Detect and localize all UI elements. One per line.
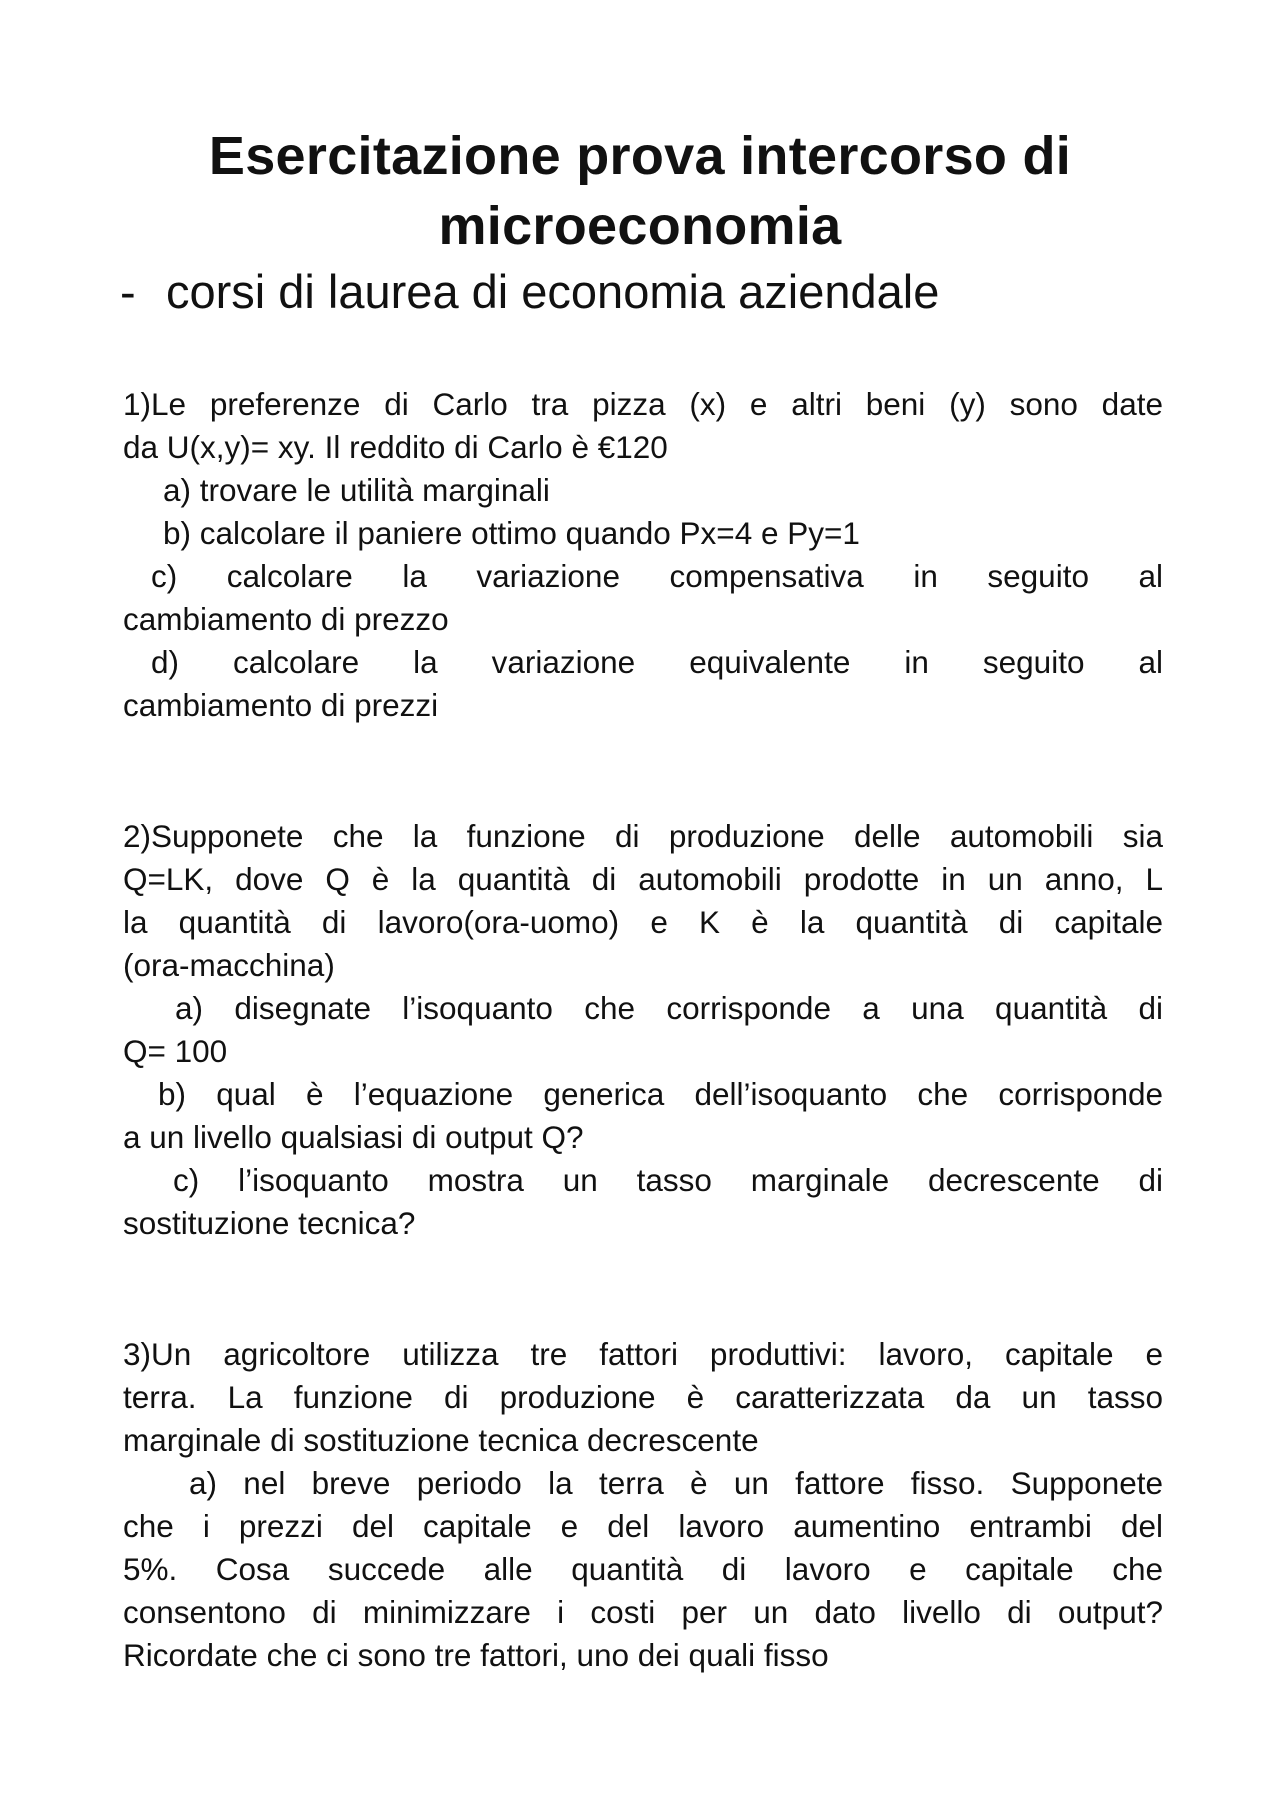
exercise-2-line: (ora-macchina): [123, 947, 335, 983]
exercise-1-item-c: c) calcolare la variazione compensativa in seguito al: [151, 558, 1163, 594]
subtitle-text: corsi di laurea di economia aziendale: [166, 265, 940, 318]
exercise-2-item-c: c) l’isoquanto mostra un tasso marginale decrescente di: [173, 1162, 1163, 1198]
page-title-line-1: Esercitazione prova intercorso di: [208, 126, 1072, 186]
exercise-3-line: Ricordate che ci sono tre fattori, uno dei quali fisso: [123, 1637, 829, 1673]
exercise-2-item-a: a) disegnate l’isoquanto che corrisponde a una quantità di: [175, 990, 1163, 1026]
exercise-1-item-a: a) trovare le utilità marginali: [163, 472, 550, 508]
exercise-3-line: 5%. Cosa succede alle quantità di lavoro e capitale che: [123, 1551, 1163, 1587]
exercise-3-line: consentono di minimizzare i costi per un dato livello di output?: [123, 1594, 1163, 1630]
exercise-2: [123, 815, 1163, 1245]
exercise-1-line: 1)Le preferenze di Carlo tra pizza (x) e altri beni (y) sono date: [123, 386, 1163, 422]
exercise-2-line: 2)Supponete che la funzione di produzione delle automobili sia: [123, 818, 1163, 854]
exercise-2-line: la quantità di lavoro(ora-uomo) e K è la quantità di capitale: [123, 904, 1163, 940]
exercise-2-line: sostituzione tecnica?: [123, 1205, 416, 1241]
exercise-2-line: Q= 100: [123, 1033, 228, 1069]
exercise-3-item-a: a) nel breve periodo la terra è un fattore fisso. Supponete: [189, 1465, 1163, 1501]
exercise-1-line: cambiamento di prezzi: [123, 687, 439, 723]
exercise-3-line: terra. La funzione di produzione è caratterizzata da un tasso: [123, 1379, 1163, 1415]
exercise-1-item-b: b) calcolare il paniere ottimo quando Px=4 e Py=1: [163, 515, 860, 551]
exercise-1-line: cambiamento di prezzo: [123, 601, 449, 637]
exercise-1: [123, 383, 1163, 727]
exercise-1-item-d: d) calcolare la variazione equivalente in seguito al: [151, 644, 1163, 680]
exercise-3: [123, 1333, 1163, 1677]
exercise-3-line: marginale di sostituzione tecnica decrescente: [123, 1422, 759, 1458]
subtitle-dash: -: [120, 265, 136, 318]
exercise-2-line: Q=LK, dove Q è la quantità di automobili prodotte in un anno, L: [123, 861, 1163, 897]
exercise-3-line: che i prezzi del capitale e del lavoro aumentino entrambi del: [123, 1508, 1163, 1544]
page-title-line-2: microeconomia: [438, 196, 842, 256]
exercise-3-line: 3)Un agricoltore utilizza tre fattori produttivi: lavoro, capitale e: [123, 1336, 1163, 1372]
exercise-2-line: a un livello qualsiasi di output Q?: [123, 1119, 584, 1155]
exercise-2-item-b: b) qual è l’equazione generica dell’isoquanto che corrisponde: [158, 1076, 1163, 1112]
exercise-1-line: da U(x,y)= xy. Il reddito di Carlo è €120: [123, 429, 668, 465]
page-subtitle: [120, 262, 939, 322]
